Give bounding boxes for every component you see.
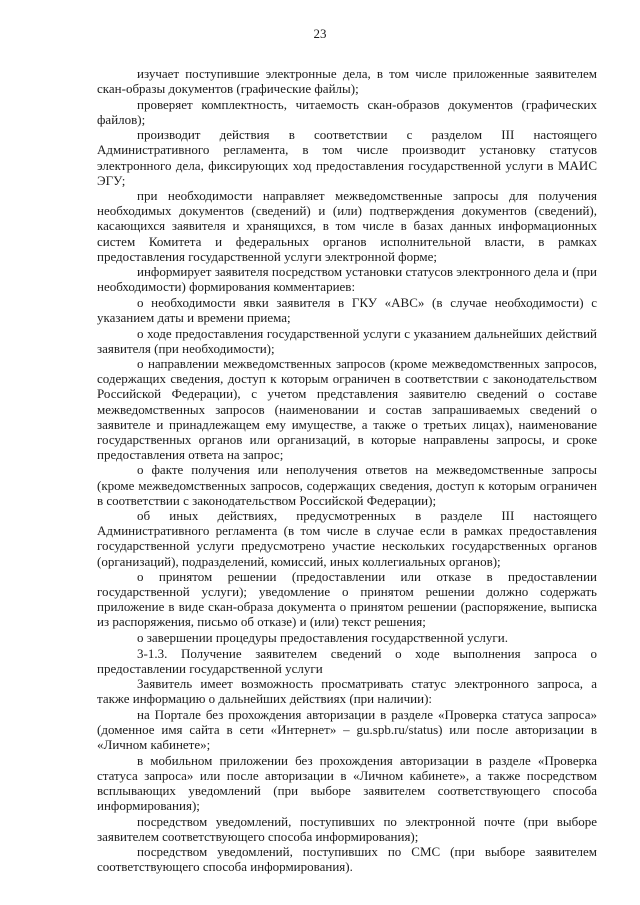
- paragraph: информирует заявителя посредством установки статусов электронного дела и (при необходимости) формирования комментариев:: [97, 264, 597, 295]
- paragraph: посредством уведомлений, поступивших по электронной почте (при выборе заявителем соответствующего способа информирования);: [97, 813, 597, 844]
- paragraph: при необходимости направляет межведомственные запросы для получения необходимых документов (сведений) и (или) подтверждения документов (сведений), касающихся заявителя и хранящихся, в том числе в базах данных информационных систем Комитета и федеральных органов исполнительной власти, в рамках предоставления государственной услуги электронной форме;: [97, 188, 597, 264]
- paragraph: посредством уведомлений, поступивших по СМС (при выборе заявителем соответствующего способа информирования).: [97, 844, 597, 875]
- paragraph: проверяет комплектность, читаемость скан-образов документов (графических файлов);: [97, 96, 597, 127]
- paragraph: в мобильном приложении без прохождения авторизации в разделе «Проверка статуса запроса» или после авторизации в «Личном кабинете», а также посредством всплывающих уведомлений (при выборе заявителем соответствующего способа информирования);: [97, 752, 597, 813]
- paragraph: Заявитель имеет возможность просматривать статус электронного запроса, а также информацию о дальнейших действиях (при наличии):: [97, 676, 597, 707]
- paragraph: производит действия в соответствии с разделом III настоящего Административного регламента, в том числе производит установку статусов электронного дела, фиксирующих ход предоставления государственной услуги в МАИС ЭГУ;: [97, 127, 597, 188]
- paragraph: о необходимости явки заявителя в ГКУ «АВС» (в случае необходимости) с указанием даты и времени приема;: [97, 294, 597, 325]
- section-heading: 3-1.3. Получение заявителем сведений о ходе выполнения запроса о предоставлении государственной услуги: [97, 645, 597, 676]
- paragraph: о направлении межведомственных запросов (кроме межведомственных запросов, содержащих сведения, доступ к которым ограничен в соответствии с законодательством Российской Федерации), с учетом представления заявителю сведений о составе межведомственных запросов (наименовании и состав запрашиваемых сведений о заявителе и принадлежащем ему имуществе, а также о третьих лицах), наименование государственных органов или организаций, в которые направлены запросы, и сроке предоставления ответа на запрос;: [97, 356, 597, 462]
- paragraph: о завершении процедуры предоставления государственной услуги.: [137, 629, 508, 645]
- paragraph: об иных действиях, предусмотренных в разделе III настоящего Административного регламента (в том числе в случае если в рамках предоставления государственной услуги предусмотрено участие нескольких государственных органов (организаций), подразделений, комиссий, иных коллегиальных органов);: [97, 508, 597, 569]
- paragraph: на Портале без прохождения авторизации в разделе «Проверка статуса запроса» (доменное имя сайта в сети «Интернет» – gu.spb.ru/status) или после авторизации в «Личном кабинете»;: [97, 706, 597, 753]
- paragraph: о ходе предоставления государственной услуги с указанием дальнейших действий заявителя (при необходимости);: [97, 325, 597, 356]
- paragraph: изучает поступившие электронные дела, в том числе приложенные заявителем скан-образы документов (графические файлы);: [97, 66, 597, 97]
- paragraph: о факте получения или неполучения ответов на межведомственные запросы (кроме межведомственных запросов, содержащих сведения, доступ к которым ограничен в соответствии с законодательством Российской Федерации);: [97, 462, 597, 508]
- document-body: [97, 66, 597, 875]
- page-number: 23: [313, 26, 327, 41]
- paragraph: о принятом решении (предоставлении или отказе в предоставлении государственной услуги); уведомление о принятом решении должно содержать приложение в виде скан-образа документа о принятом решении (распоряжение, выписка из распоряжения, письмо об отказе) и (или) текст решения;: [97, 569, 597, 630]
